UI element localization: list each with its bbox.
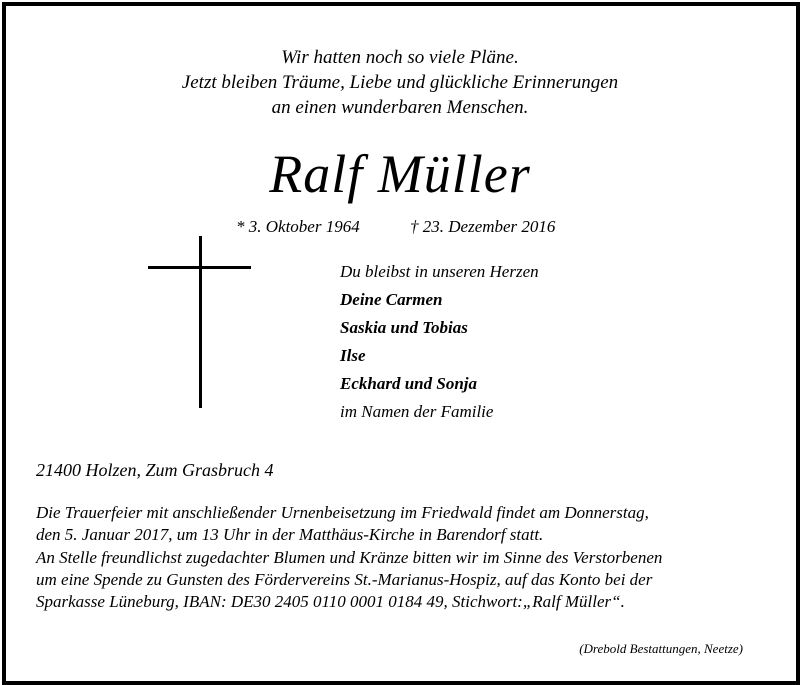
mourners-closing: im Namen der Familie bbox=[340, 402, 494, 421]
intro-verse bbox=[0, 45, 800, 120]
donation-line: Sparkasse Lüneburg, IBAN: DE30 2405 0110 0001 0184 49, Stichwort:„Ralf Müller“. bbox=[36, 592, 625, 611]
donation-line: An Stelle freundlichst zugedachter Blumen und Kränze bitten wir im Sinne des Verstorbenen bbox=[36, 548, 663, 567]
death-date: † 23. Dezember 2016 bbox=[410, 217, 556, 236]
birth-date: * 3. Oktober 1964 bbox=[236, 217, 360, 236]
mourner-name: Deine Carmen bbox=[340, 290, 443, 309]
funeral-home-credit: (Drebold Bestattungen, Neetze) bbox=[579, 641, 743, 656]
ceremony-line: den 5. Januar 2017, um 13 Uhr in der Matthäus-Kirche in Barendorf statt. bbox=[36, 525, 544, 544]
ceremony-line: Die Trauerfeier mit anschließender Urnenbeisetzung im Friedwald findet am Donnerstag, bbox=[36, 503, 649, 522]
mourner-name: Eckhard und Sonja bbox=[340, 374, 477, 393]
mourner-name: Saskia und Tobias bbox=[340, 318, 468, 337]
donation-line: um eine Spende zu Gunsten des Fördervereins St.-Marianus-Hospiz, auf das Konto bei der bbox=[36, 570, 653, 589]
intro-line-1: Wir hatten noch so viele Pläne. bbox=[281, 47, 519, 68]
mourner-name: Ilse bbox=[340, 346, 366, 365]
mourners-intro: Du bleibst in unseren Herzen bbox=[340, 262, 539, 281]
intro-line-3: an einen wunderbaren Menschen. bbox=[271, 97, 529, 118]
donation-notice bbox=[36, 547, 662, 613]
intro-line-2: Jetzt bleiben Träume, Liebe und glückliche Erinnerungen bbox=[181, 72, 619, 93]
ceremony-notice bbox=[36, 502, 649, 546]
mourners-block bbox=[340, 258, 539, 426]
deceased-name: Ralf Müller bbox=[269, 144, 531, 204]
address: 21400 Holzen, Zum Grasbruch 4 bbox=[36, 460, 274, 480]
